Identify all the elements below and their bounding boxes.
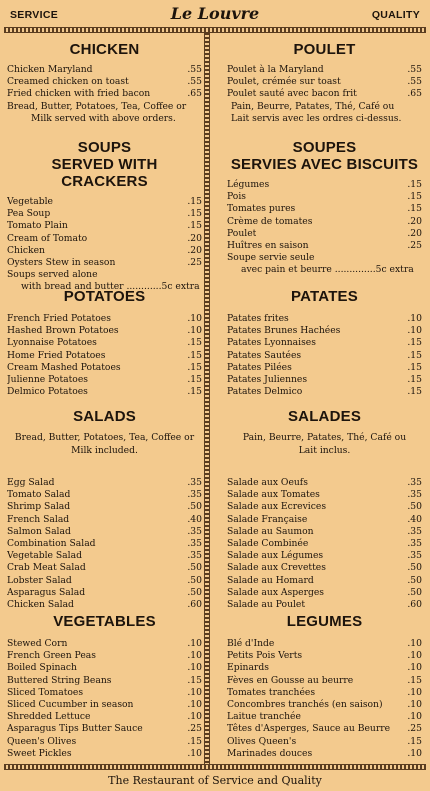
menu-item: [7, 748, 202, 760]
menu-item: [227, 501, 422, 513]
menu-item: [227, 748, 422, 760]
item-name: Crème de tomates: [227, 215, 313, 227]
item-price: .10: [187, 662, 202, 674]
item-name: Shredded Lettuce: [7, 711, 91, 723]
note-line: Lait inclus.: [298, 445, 351, 456]
item-name: Delmico Potatoes: [7, 386, 88, 398]
item-price: .15: [407, 361, 422, 373]
section-note: Bread, Butter, Potatoes, Tea, Coffee or: [7, 100, 187, 112]
item-price: .20: [407, 215, 422, 227]
menu-item: [7, 501, 202, 513]
menu-item: [227, 362, 422, 374]
item-name: Julienne Potatoes: [7, 374, 88, 386]
menu-item: [227, 76, 422, 88]
header-service: SERVICE: [10, 9, 59, 21]
item-name: Asparagus Salad: [7, 586, 86, 598]
item-name: Queen's Olives: [7, 735, 77, 747]
menu-item: [227, 675, 422, 687]
item-price: .60: [407, 599, 422, 611]
item-name: Patates Brunes Hachées: [227, 325, 341, 337]
menu-item: [227, 374, 422, 386]
soupes-section: [227, 139, 422, 277]
item-name: Patates Pilées: [227, 361, 292, 373]
item-name: Sliced Tomatoes: [7, 686, 84, 698]
top-border: [4, 27, 426, 33]
section-heading: CHICKEN: [69, 41, 140, 58]
item-name: Chicken: [7, 244, 45, 256]
menu-item: [227, 538, 422, 550]
menu-item: [7, 562, 202, 574]
item-price: .50: [187, 501, 202, 513]
item-name: French Fried Potatoes: [7, 313, 111, 324]
menu-item: [227, 337, 422, 349]
menu-item: [227, 191, 422, 203]
item-name: Pea Soup: [7, 208, 51, 220]
menu-item: [7, 550, 202, 562]
section-note: with bread and butter ............5c extra: [21, 281, 200, 293]
menu-item: [7, 76, 202, 88]
menu-item: [7, 587, 202, 599]
item-price: .10: [187, 638, 202, 649]
item-list: [227, 638, 422, 760]
menu-item: [7, 88, 202, 100]
menu-item: [227, 203, 422, 215]
item-price: .35: [187, 538, 202, 550]
item-name: Sliced Cucumber in season: [7, 699, 134, 711]
item-price: .15: [407, 735, 422, 747]
salades-section: [227, 408, 422, 611]
item-list: [7, 196, 202, 269]
item-name: Salade Française: [227, 513, 308, 525]
item-price: .15: [187, 208, 202, 220]
item-name: Patates Juliennes: [227, 374, 308, 386]
menu-item: [7, 711, 202, 723]
item-price: .15: [407, 386, 422, 398]
menu-item: [7, 337, 202, 349]
item-price: .35: [407, 550, 422, 562]
section-heading: LEGUMES: [286, 613, 363, 630]
item-price: .25: [187, 257, 202, 269]
section-note: [7, 431, 202, 457]
item-price: .35: [407, 489, 422, 501]
item-price: .10: [407, 638, 422, 649]
bottom-border: [4, 764, 426, 770]
item-price: .15: [407, 179, 422, 190]
chicken-section: [7, 41, 202, 125]
item-name: Salade au Saumon: [227, 525, 314, 537]
menu-item: [227, 687, 422, 699]
menu-item: [7, 575, 202, 587]
menu-item: [227, 325, 422, 337]
item-list: [7, 64, 202, 101]
item-name: Marinades douces: [227, 747, 313, 759]
item-name: Buttered String Beans: [7, 674, 112, 686]
menu-item: [7, 699, 202, 711]
menu-item: [227, 477, 422, 489]
item-name: French Salad: [7, 513, 70, 525]
section-heading: SALADES: [287, 408, 362, 425]
item-price: .15: [187, 374, 202, 386]
item-name: Salade aux Crevettes: [227, 562, 326, 574]
item-price: .10: [187, 325, 202, 337]
menu-item: [7, 526, 202, 538]
menu-item: [227, 711, 422, 723]
item-name: Poulet, crémée sur toast: [227, 76, 341, 88]
item-price: .35: [407, 525, 422, 537]
potatoes-section: [7, 288, 202, 398]
item-name: Creamed chicken on toast: [7, 76, 129, 88]
item-price: .50: [407, 501, 422, 513]
menu-item: [227, 240, 422, 252]
item-price: .15: [187, 349, 202, 361]
menu-item: [227, 736, 422, 748]
item-price: .10: [187, 313, 202, 324]
section-heading: SALADS: [73, 408, 136, 425]
menu-item: [7, 687, 202, 699]
menu-item: [7, 208, 202, 220]
section-note: avec pain et beurre ..............5c extra: [241, 264, 414, 276]
item-name: Tomates tranchées: [227, 686, 316, 698]
item-price: .10: [407, 699, 422, 711]
item-price: .50: [187, 574, 202, 586]
item-price: .25: [407, 240, 422, 252]
item-name: Concombres tranchés (en saison): [227, 699, 383, 711]
item-name: Vegetable: [7, 196, 53, 207]
item-price: .10: [187, 699, 202, 711]
menu-item: [227, 550, 422, 562]
menu-item: [227, 562, 422, 574]
menu-item: [227, 638, 422, 650]
section-heading: POULET: [293, 41, 356, 58]
item-price: .55: [407, 76, 422, 88]
menu-item: [7, 538, 202, 550]
item-name: Asparagus Tips Butter Sauce: [7, 723, 143, 735]
item-price: .10: [187, 650, 202, 662]
item-price: .40: [407, 513, 422, 525]
menu-item: [227, 228, 422, 240]
item-price: .35: [187, 477, 202, 488]
item-name: Fried chicken with fried bacon: [7, 88, 151, 100]
section-note: Soups served alone: [7, 269, 98, 281]
menu-item: [7, 386, 202, 398]
item-name: Chicken Salad: [7, 599, 74, 611]
item-price: .50: [407, 562, 422, 574]
section-note: Soupe servie seule: [227, 252, 315, 264]
menu-item: [7, 362, 202, 374]
item-name: Sweet Pickles: [7, 747, 72, 759]
item-price: .15: [407, 374, 422, 386]
menu-item: [7, 514, 202, 526]
item-name: Patates Delmico: [227, 386, 303, 398]
item-name: Shrimp Salad: [7, 501, 71, 513]
menu-item: [7, 599, 202, 611]
menu-item: [7, 313, 202, 325]
item-name: Combination Salad: [7, 538, 96, 550]
item-name: Salade aux Légumes: [227, 550, 324, 562]
item-price: .10: [407, 686, 422, 698]
legumes-section: [227, 613, 422, 760]
item-name: Salade au Homard: [227, 574, 314, 586]
item-list: [227, 477, 422, 611]
menu-item: [7, 736, 202, 748]
item-price: .50: [187, 562, 202, 574]
item-price: .15: [407, 349, 422, 361]
item-price: .10: [187, 747, 202, 759]
item-name: Salade au Poulet: [227, 599, 306, 611]
section-heading: VEGETABLES: [53, 613, 156, 630]
item-name: Légumes: [227, 179, 270, 190]
item-price: .40: [187, 513, 202, 525]
item-list: [7, 477, 202, 611]
item-name: Salade aux Tomates: [227, 489, 320, 501]
soups-section: [7, 139, 202, 294]
item-price: .55: [187, 64, 202, 75]
item-name: Têtes d'Asperges, Sauce au Beurre: [227, 723, 391, 735]
item-price: .35: [187, 489, 202, 501]
section-heading: POTATOES: [63, 288, 146, 305]
menu-item: [7, 233, 202, 245]
note-line: Bread, Butter, Potatoes, Tea, Coffee or: [14, 432, 195, 443]
section-note: [227, 431, 422, 457]
item-price: .25: [187, 723, 202, 735]
item-name: Stewed Corn: [7, 638, 68, 649]
menu-item: [227, 575, 422, 587]
item-price: .20: [187, 232, 202, 244]
patates-section: [227, 288, 422, 398]
item-list: [227, 179, 422, 252]
section-heading: SOUPS: [77, 139, 132, 156]
menu-item: [7, 350, 202, 362]
item-name: Epinards: [227, 662, 269, 674]
item-name: Salade aux Asperges: [227, 586, 325, 598]
item-name: Hashed Brown Potatoes: [7, 325, 119, 337]
menu-item: [227, 526, 422, 538]
menu-item: [227, 699, 422, 711]
item-name: Oysters Stew in season: [7, 257, 116, 269]
item-name: Pois: [227, 191, 246, 203]
item-price: .15: [187, 220, 202, 232]
menu-item: [7, 675, 202, 687]
menu-item: [7, 723, 202, 735]
item-price: .35: [187, 525, 202, 537]
item-price: .15: [407, 191, 422, 203]
item-name: Salade aux Oeufs: [227, 477, 308, 488]
item-price: .35: [187, 550, 202, 562]
salads-section: [7, 408, 202, 611]
item-name: Patates frites: [227, 313, 289, 324]
menu-item: [227, 650, 422, 662]
menu-item: [7, 64, 202, 76]
item-name: Tomato Salad: [7, 489, 71, 501]
item-name: Crab Meat Salad: [7, 562, 86, 574]
item-price: .10: [407, 325, 422, 337]
item-price: .35: [407, 538, 422, 550]
menu-item: [7, 477, 202, 489]
item-name: Boiled Spinach: [7, 662, 77, 674]
menu-item: [7, 257, 202, 269]
item-name: Petits Pois Verts: [227, 650, 303, 662]
item-name: Home Fried Potatoes: [7, 349, 106, 361]
menu-item: [7, 662, 202, 674]
item-price: .50: [407, 574, 422, 586]
item-price: .55: [407, 64, 422, 75]
item-price: .10: [407, 711, 422, 723]
item-name: Fèves en Gousse au beurre: [227, 674, 354, 686]
item-price: .65: [187, 88, 202, 100]
section-heading: SERVIES AVEC BISCUITS: [230, 156, 419, 173]
item-price: .15: [187, 674, 202, 686]
section-note: Milk served with above orders.: [31, 112, 176, 124]
item-price: .35: [407, 477, 422, 488]
item-price: .10: [187, 686, 202, 698]
item-price: .10: [407, 313, 422, 324]
section-heading: SOUPES: [292, 139, 357, 156]
item-name: Tomato Plain: [7, 220, 68, 232]
item-list: [227, 313, 422, 398]
menu-item: [227, 64, 422, 76]
item-name: Patates Sautées: [227, 349, 302, 361]
item-name: Poulet: [227, 227, 257, 239]
header-quality: QUALITY: [371, 9, 420, 21]
item-price: .15: [187, 735, 202, 747]
section-heading: SERVED WITH CRACKERS: [51, 156, 158, 190]
item-name: Cream Mashed Potatoes: [7, 361, 121, 373]
menu-item: [227, 662, 422, 674]
item-name: Poulet à la Maryland: [227, 64, 324, 75]
menu-item: [227, 599, 422, 611]
menu-item: [227, 313, 422, 325]
item-price: .15: [187, 361, 202, 373]
item-list: [7, 313, 202, 398]
item-list: [227, 64, 422, 101]
menu-item: [7, 196, 202, 208]
item-price: .50: [407, 586, 422, 598]
item-price: .25: [407, 723, 422, 735]
item-name: Tomates pures: [227, 203, 296, 215]
note-line: Milk included.: [71, 445, 138, 456]
item-name: Egg Salad: [7, 477, 55, 488]
item-price: .15: [187, 337, 202, 349]
item-name: Salade aux Ecrevices: [227, 501, 327, 513]
item-name: Huîtres en saison: [227, 240, 309, 252]
menu-item: [227, 386, 422, 398]
menu-item: [7, 638, 202, 650]
section-note: Pain, Beurre, Patates, Thé, Café ou: [231, 100, 395, 112]
menu-item: [7, 245, 202, 257]
item-name: Poulet sauté avec bacon frit: [227, 88, 357, 100]
note-line: Pain, Beurre, Patates, Thé, Café ou: [242, 432, 407, 443]
item-price: .60: [187, 599, 202, 611]
item-name: Chicken Maryland: [7, 64, 93, 75]
menu-item: [7, 650, 202, 662]
item-name: Lyonnaise Potatoes: [7, 337, 97, 349]
item-name: Olives Queen's: [227, 735, 297, 747]
item-price: .15: [187, 386, 202, 398]
item-name: Vegetable Salad: [7, 550, 82, 562]
item-price: .50: [187, 586, 202, 598]
item-name: Patates Lyonnaises: [227, 337, 316, 349]
menu-item: [227, 179, 422, 191]
menu-item: [227, 216, 422, 228]
menu-item: [227, 88, 422, 100]
section-note: Lait servis avec les ordres ci-dessus.: [231, 112, 402, 124]
item-price: .10: [407, 662, 422, 674]
menu-item: [227, 587, 422, 599]
item-name: Salade Combinée: [227, 538, 309, 550]
section-heading: PATATES: [291, 288, 358, 305]
item-name: Cream of Tomato: [7, 232, 88, 244]
item-price: .10: [187, 711, 202, 723]
item-name: Laitue tranchée: [227, 711, 301, 723]
item-price: .10: [407, 650, 422, 662]
menu-item: [227, 489, 422, 501]
item-price: .55: [187, 76, 202, 88]
vegetables-section: [7, 613, 202, 760]
column-divider: [204, 33, 210, 764]
menu-item: [7, 220, 202, 232]
poulet-section: [227, 41, 422, 125]
item-price: .15: [407, 203, 422, 215]
item-price: .15: [407, 674, 422, 686]
item-name: Lobster Salad: [7, 574, 72, 586]
menu-item: [7, 489, 202, 501]
item-price: .15: [407, 337, 422, 349]
item-name: Blé d'Inde: [227, 638, 275, 649]
item-price: .15: [187, 196, 202, 207]
restaurant-name: Le Louvre: [170, 4, 260, 23]
menu-item: [227, 723, 422, 735]
menu-item: [227, 514, 422, 526]
item-name: Salmon Salad: [7, 525, 71, 537]
menu-item: [7, 374, 202, 386]
item-price: .20: [187, 244, 202, 256]
item-price: .20: [407, 227, 422, 239]
item-price: .65: [407, 88, 422, 100]
menu-item: [7, 325, 202, 337]
item-list: [7, 638, 202, 760]
item-price: .10: [407, 747, 422, 759]
menu-item: [227, 350, 422, 362]
item-name: French Green Peas: [7, 650, 96, 662]
footer-tagline: The Restaurant of Service and Quality: [108, 774, 322, 787]
